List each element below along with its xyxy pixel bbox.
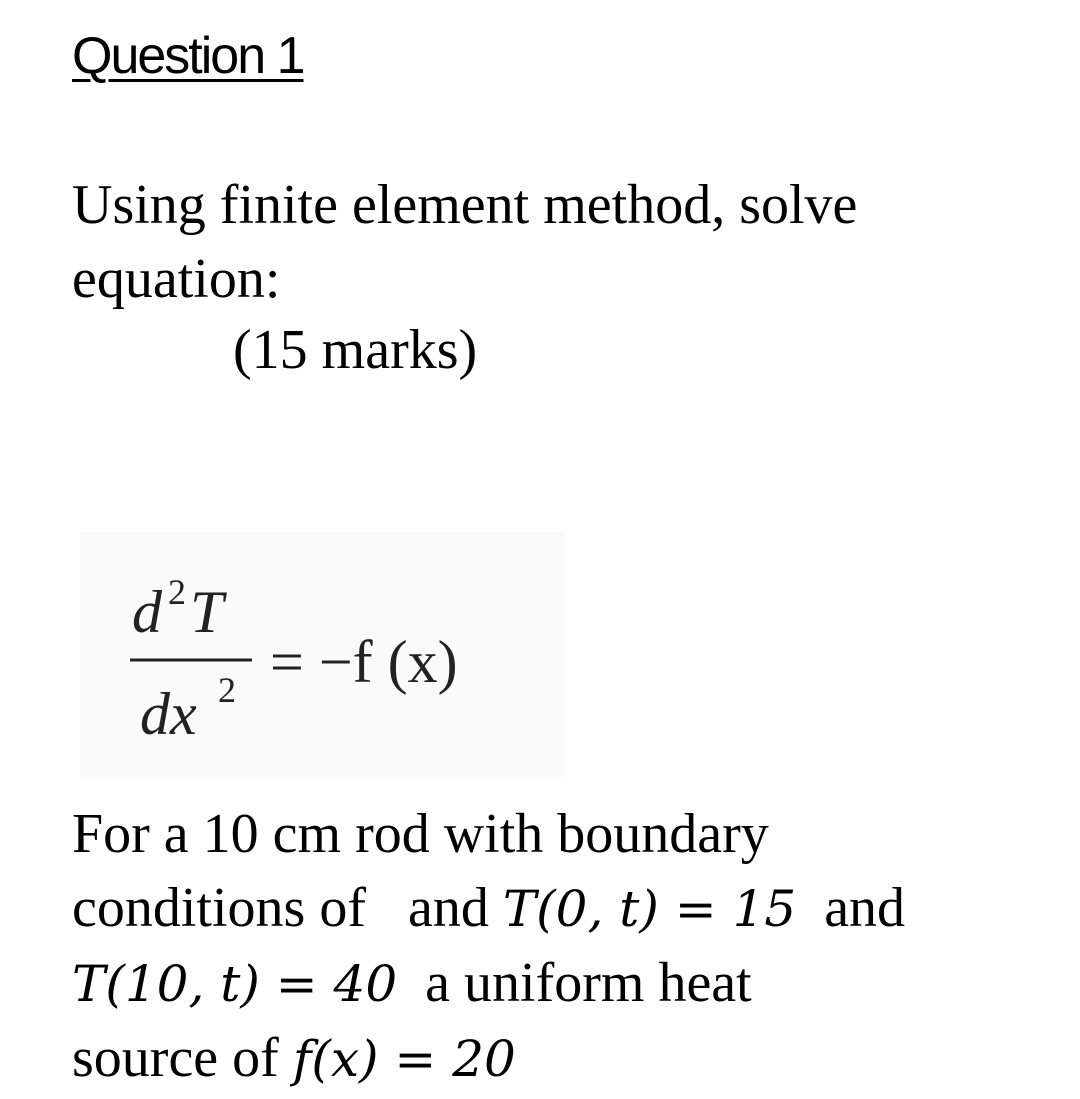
numerator-exponent: 2 (168, 572, 186, 612)
marks-label: (15 marks) (233, 319, 478, 381)
boundary-condition-left: T(0, t) = 15 (502, 880, 797, 938)
numerator-d: d (132, 579, 162, 645)
intro-line-2: equation: (72, 248, 281, 310)
conditions-line-3 (72, 946, 905, 1021)
conditions-line-4-text: source of (72, 1027, 293, 1089)
question-intro (72, 168, 857, 316)
heat-source-expression: f(x) = 20 (292, 1030, 516, 1088)
denominator-exponent: 2 (218, 670, 236, 710)
conditions-line-3-text: a uniform heat (397, 952, 752, 1014)
conditions-line-2-tail: and (796, 877, 906, 939)
equation-image (80, 532, 565, 777)
differential-equation (80, 532, 565, 777)
numerator-T: T (190, 579, 224, 645)
boundary-condition-right: T(10, t) = 40 (72, 955, 398, 1013)
conditions-line-4 (72, 1021, 905, 1096)
boundary-conditions (72, 797, 905, 1096)
conditions-line-2 (72, 871, 905, 946)
question-title: Question 1 (72, 27, 304, 85)
conditions-line-2-text: conditions of and (72, 877, 503, 939)
intro-line-1: Using finite element method, solve (72, 174, 858, 236)
conditions-line-1: For a 10 cm rod with boundary (72, 803, 769, 865)
denominator-dx: dx (140, 681, 197, 747)
equation-rhs: = −f (x) (270, 629, 458, 695)
